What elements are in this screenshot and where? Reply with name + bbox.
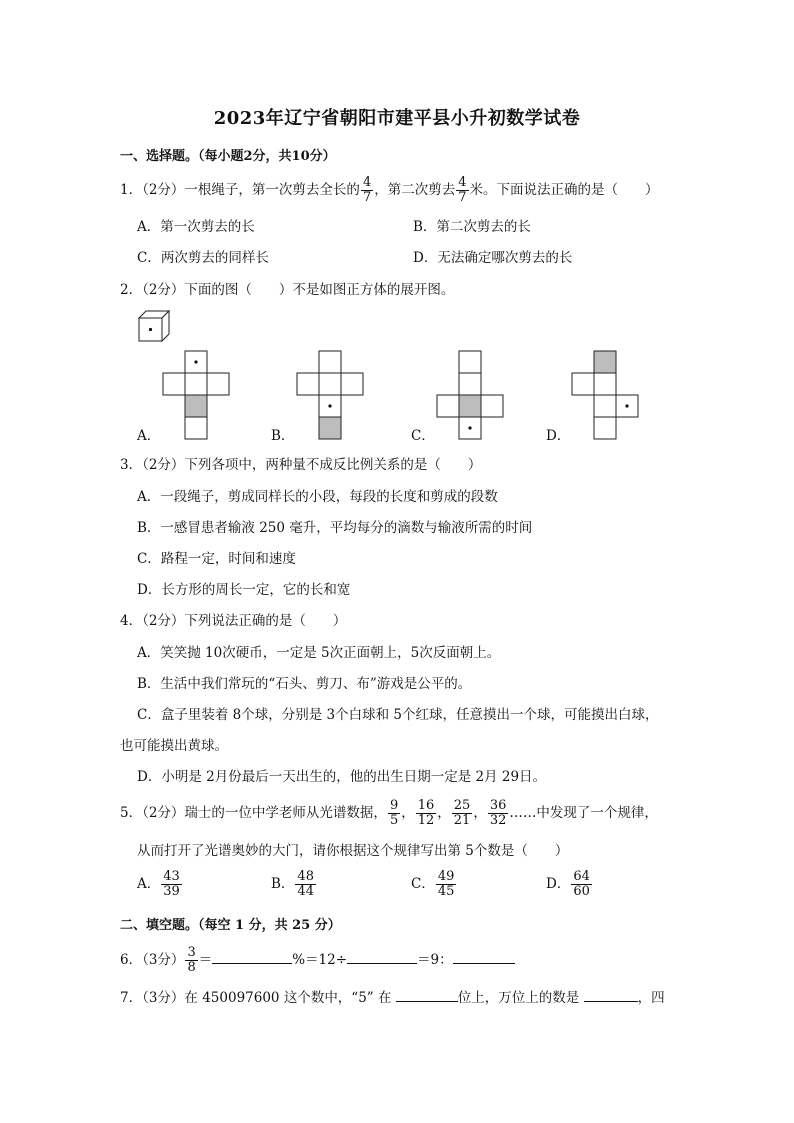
q5-c-denominator: 45 (437, 884, 455, 899)
q4-option-a[interactable]: A．笑笑抛 10次硬币，一定是 5次正面朝上，5次反面朝上。 (137, 645, 501, 661)
q5-option-c[interactable] (411, 870, 457, 899)
q1-text-a: 1．（2分）一根绳子，第一次剪去全长的 (120, 182, 360, 198)
q2-option-d-label[interactable]: D． (546, 428, 571, 444)
q5-f2-denominator: 12 (417, 813, 435, 828)
q1-option-c[interactable]: C．两次剪去的同样长 (137, 250, 269, 266)
q2-option-c-label[interactable]: C． (411, 428, 435, 444)
q7-text-b: 位上，万位上的数是 (457, 990, 584, 1006)
net-option-c[interactable] (437, 351, 503, 439)
q5-f3-denominator: 21 (453, 813, 471, 828)
q1-option-d[interactable]: D．无法确定哪次剪去的长 (413, 250, 573, 266)
q1-option-b[interactable]: B．第二次剪去的长 (413, 219, 531, 235)
q5-d-numerator: 64 (573, 869, 590, 884)
cube-figure (139, 311, 169, 341)
q6-equals: ＝ (198, 952, 213, 968)
q3-option-c[interactable]: C．路程一定，时间和速度 (137, 551, 296, 567)
q5-option-b-fraction (295, 870, 316, 899)
q3-option-a[interactable]: A．一段绳子，剪成同样长的小段，每段的长度和剪成的段数 (137, 489, 498, 505)
q2-figures (0, 0, 794, 460)
section-choice-heading: 一、选择题。（每小题2分，共10分） (120, 149, 336, 164)
q5-f3-numerator: 25 (453, 798, 471, 813)
q4-option-c-continued: 也可能摸出黄球。 (120, 738, 228, 754)
q2-option-a-label[interactable]: A． (137, 428, 161, 444)
q6-text-d: ＝9： (417, 952, 453, 968)
q5-option-a[interactable] (137, 870, 183, 899)
q5-separator: ， (437, 805, 451, 821)
question-5-line-2: 从而打开了光谱奥妙的大门，请你根据这个规律写出第 5个数是（ ） (137, 843, 569, 859)
q7-text-c: ，四 (637, 990, 665, 1006)
q5-a-denominator: 39 (163, 884, 180, 899)
q5-option-d-fraction (571, 870, 592, 899)
q5-fraction-1 (388, 799, 400, 828)
net-option-b[interactable] (297, 351, 363, 439)
q5-b-denominator: 44 (297, 884, 314, 899)
q5-option-c-fraction (436, 870, 457, 899)
q6-blank-3[interactable] (453, 949, 515, 964)
question-5 (120, 799, 658, 828)
question-6 (120, 946, 515, 975)
q6-fraction (185, 946, 197, 975)
q5-separator: ， (401, 805, 415, 821)
q5-d-denominator: 60 (573, 884, 590, 899)
q4-option-b[interactable]: B．生活中我们常玩的“石头、剪刀、布”游戏是公平的。 (137, 676, 472, 692)
q1-f2-numerator: 4 (458, 175, 467, 190)
q5-f4-numerator: 36 (489, 798, 507, 813)
q5-text-b: ……中发现了一个规律， (509, 805, 658, 821)
q5-f2-numerator: 16 (417, 798, 435, 813)
page-title: 2023年辽宁省朝阳市建平县小升初数学试卷 (213, 108, 581, 129)
q3-option-b[interactable]: B．一感冒患者输液 250 毫升，平均每分的滴数与输液所需的时间 (137, 520, 533, 536)
q5-option-a-fraction (161, 870, 182, 899)
q7-text-a: 7．（3分）在 450097600 这个数中，“5” 在 (120, 990, 396, 1006)
q4-option-c[interactable]: C．盒子里装着 8个球，分别是 3个白球和 5个红球，任意摸出一个球，可能摸出白球， (137, 707, 659, 723)
q3-option-d[interactable]: D．长方形的周长一定，它的长和宽 (137, 582, 351, 598)
q5-fraction-4 (488, 799, 509, 828)
net-option-a[interactable] (163, 351, 229, 439)
q5-option-d-label: D． (546, 876, 571, 892)
q7-blank-1[interactable] (396, 987, 458, 1002)
q6-blank-2[interactable] (347, 949, 417, 964)
q1-f1-numerator: 4 (362, 175, 372, 190)
question-2: 2．（2分）下面的图（ ）不是如图正方体的展开图。 (120, 282, 455, 298)
q5-separator: ， (473, 805, 487, 821)
q1-option-a[interactable]: A．第一次剪去的长 (137, 219, 255, 235)
net-option-d[interactable] (572, 351, 638, 439)
q5-c-numerator: 49 (437, 869, 455, 884)
q5-a-numerator: 43 (163, 869, 180, 884)
q5-option-c-label: C． (411, 876, 435, 892)
question-4: 4．（2分）下列说法正确的是（ ） (120, 613, 347, 629)
q5-b-numerator: 48 (297, 869, 314, 884)
q1-f2-denominator: 7 (458, 190, 467, 205)
q6-denominator: 8 (187, 960, 196, 975)
q5-f4-denominator: 32 (489, 813, 507, 828)
q1-text-c: 米。下面说法正确的是（ ） (469, 182, 659, 198)
question-7 (120, 987, 665, 1008)
q5-f1-denominator: 5 (389, 813, 399, 828)
q5-option-b-label: B． (271, 876, 295, 892)
q5-f1-numerator: 9 (389, 798, 399, 813)
q4-option-d[interactable]: D．小明是 2月份最后一天出生的，他的出生日期一定是 2月 29日。 (137, 769, 547, 785)
q6-text-c: %＝12÷ (292, 952, 348, 968)
q2-option-b-label[interactable]: B． (271, 428, 295, 444)
q1-f1-denominator: 7 (362, 190, 372, 205)
q7-blank-2[interactable] (584, 987, 638, 1002)
q5-fraction-3 (452, 799, 473, 828)
q5-text-a: 5．（2分）瑞士的一位中学老师从光谱数据， (120, 805, 387, 821)
q5-option-a-label: A． (137, 876, 161, 892)
q5-fraction-2 (416, 799, 437, 828)
section-fill-heading: 二、填空题。（每空 1 分，共 25 分） (120, 918, 341, 933)
q5-option-d[interactable] (546, 870, 593, 899)
q6-text-a: 6．（3分） (120, 952, 185, 968)
question-3: 3．（2分）下列各项中，两种量不成反比例关系的是（ ） (120, 457, 482, 473)
q6-numerator: 3 (187, 945, 196, 960)
q6-blank-1[interactable] (212, 949, 292, 964)
q5-option-b[interactable] (271, 870, 317, 899)
q1-text-b: ，第二次剪去 (374, 182, 456, 198)
